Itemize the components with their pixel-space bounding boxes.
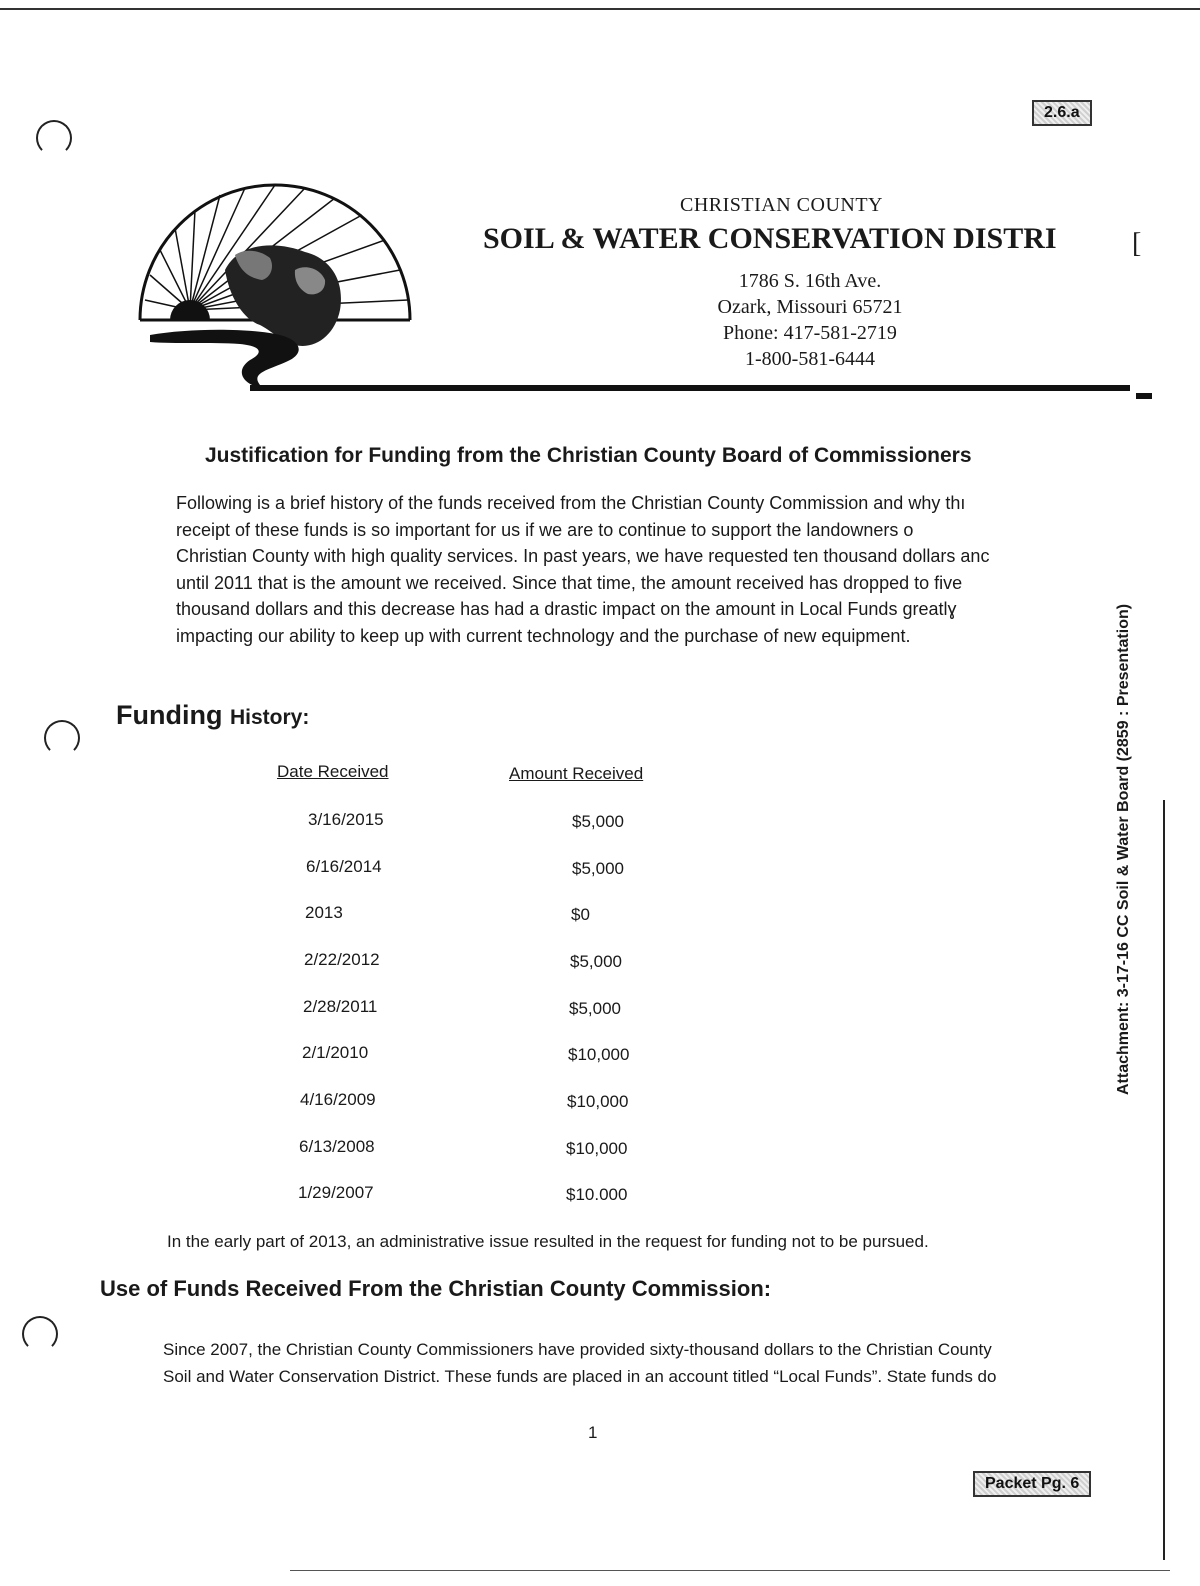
use-line: Since 2007, the Christian County Commissioners have provided sixty-thousand dollars to the Christian County	[163, 1340, 992, 1359]
table-cell-date: 1/29/2007	[298, 1183, 374, 1202]
letterhead-organization: SOIL & WATER CONSERVATION DISTRI	[483, 222, 1057, 255]
letterhead-fragment: [	[1132, 228, 1142, 259]
letterhead-rule-end	[1136, 393, 1152, 399]
table-cell-amount: $10.000	[566, 1185, 628, 1204]
column-header-amount: Amount Received	[509, 764, 644, 783]
intro-line: impacting our ability to keep up with current technology and the purchase of new equipment.	[176, 625, 911, 646]
intro-paragraph	[176, 490, 1096, 649]
table-cell-date: 6/16/2014	[306, 857, 382, 876]
table-cell-amount: $0	[571, 905, 590, 924]
table-cell-date: 2/22/2012	[304, 950, 380, 969]
table-cell-amount: $5,000	[570, 952, 622, 971]
table-cell-date: 6/13/2008	[299, 1137, 375, 1156]
address-street: 1786 S. 16th Ave.	[738, 270, 882, 292]
intro-line: receipt of these funds is so important for us if we are to continue to support the landowners o	[176, 519, 914, 540]
funding-note: In the early part of 2013, an administrative issue resulted in the request for funding not to be pursued.	[167, 1232, 929, 1251]
district-logo	[130, 160, 420, 390]
address-tollfree: 1-800-581-6444	[745, 348, 875, 370]
section-badge: 2.6.a	[1032, 100, 1092, 126]
page-number: 1	[588, 1423, 598, 1442]
bottom-border-line	[290, 1570, 1170, 1571]
table-cell-amount: $10,000	[568, 1045, 630, 1064]
table-cell-amount: $5,000	[572, 859, 624, 878]
table-cell-amount: $5,000	[569, 999, 621, 1018]
table-cell-amount: $10,000	[566, 1139, 628, 1158]
funding-history-heading	[116, 700, 309, 731]
address-city: Ozark, Missouri 65721	[717, 296, 903, 318]
binder-hole-top	[36, 120, 72, 156]
use-of-funds-paragraph	[163, 1336, 1103, 1390]
table-cell-date: 3/16/2015	[308, 810, 384, 829]
letterhead-county: CHRISTIAN COUNTY	[680, 194, 883, 216]
column-header-date: Date Received	[277, 762, 389, 781]
intro-line: Following is a brief history of the funds received from the Christian County Commission and why thı	[176, 493, 966, 513]
right-margin-line	[1163, 800, 1165, 1560]
table-cell-date: 2/1/2010	[302, 1043, 369, 1062]
table-cell-date: 2013	[305, 903, 343, 922]
letterhead-rule	[250, 385, 1130, 391]
table-cell-amount: $5,000	[572, 812, 624, 831]
document-title: Justification for Funding from the Christian County Board of Commissioners	[205, 444, 972, 467]
use-line: Soil and Water Conservation District. These funds are placed in an account titled “Local Funds”. State funds do	[163, 1367, 997, 1386]
table-cell-date: 4/16/2009	[300, 1090, 376, 1109]
intro-line: Christian County with high quality services. In past years, we have requested ten thousand dollars anc	[176, 546, 990, 566]
top-border-line	[0, 8, 1200, 10]
intro-line: thousand dollars and this decrease has had a drastic impact on the amount in Local Funds greatlɣ	[176, 599, 957, 619]
funding-heading-word: Funding	[116, 700, 223, 730]
packet-page-badge: Packet Pg. 6	[973, 1471, 1091, 1497]
funding-heading-history: History:	[229, 706, 310, 729]
letterhead-address	[700, 268, 920, 372]
binder-hole-middle	[44, 720, 80, 756]
attachment-sidebar: Attachment: 3-17-16 CC Soil & Water Board (2859 : Presentation)	[1115, 603, 1132, 1095]
table-cell-amount: $10,000	[567, 1092, 629, 1111]
address-phone: Phone: 417-581-2719	[723, 322, 897, 344]
table-cell-date: 2/28/2011	[303, 997, 378, 1016]
binder-hole-bottom	[22, 1316, 58, 1352]
use-of-funds-heading: Use of Funds Received From the Christian County Commission:	[100, 1276, 772, 1301]
intro-line: until 2011 that is the amount we received. Since that time, the amount received has dropped to five	[176, 572, 963, 593]
